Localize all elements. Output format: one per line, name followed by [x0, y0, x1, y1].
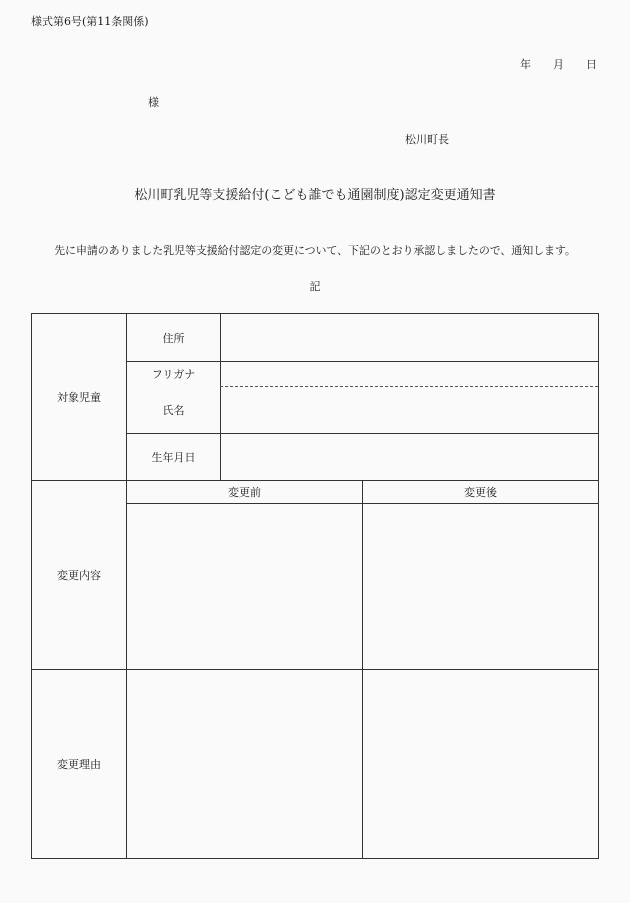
furigana-field[interactable]: [221, 362, 598, 386]
date-line: [498, 56, 597, 72]
birthdate-label: 生年月日: [151, 451, 196, 464]
after-change-field[interactable]: [363, 504, 598, 669]
change-reason-label: 変更理由: [57, 758, 101, 771]
issuer: 松川町長: [405, 133, 449, 146]
furigana-label: フリガナ: [151, 368, 196, 381]
date-month-label: 月: [553, 58, 564, 71]
change-reason-field-left[interactable]: [127, 670, 362, 858]
change-content-label: 変更内容: [57, 569, 101, 582]
ki-marker: 記: [309, 280, 321, 293]
address-label: 住所: [162, 331, 185, 345]
form-table: [31, 313, 599, 859]
after-change-header: 変更後: [464, 486, 497, 499]
before-change-header: 変更前: [228, 486, 261, 499]
name-label: 氏名: [162, 404, 185, 417]
change-reason-field-right[interactable]: [363, 670, 598, 858]
before-change-field[interactable]: [127, 504, 362, 669]
document-title: 松川町乳児等支援給付(こども誰でも通園制度)認定変更通知書: [134, 188, 496, 203]
birthdate-field[interactable]: [221, 434, 598, 480]
intro-text: 先に申請のありました乳児等支援給付認定の変更について、下記のとおり承認しましたので、通知します。: [54, 244, 576, 257]
date-day-label: 日: [586, 58, 597, 71]
date-year-label: 年: [520, 58, 531, 71]
form-number: 様式第6号(第11条関係): [31, 15, 149, 28]
target-child-label: 対象児童: [57, 391, 101, 404]
recipient-suffix: 様: [148, 96, 159, 109]
name-field[interactable]: [221, 387, 598, 433]
address-field[interactable]: [221, 314, 598, 361]
